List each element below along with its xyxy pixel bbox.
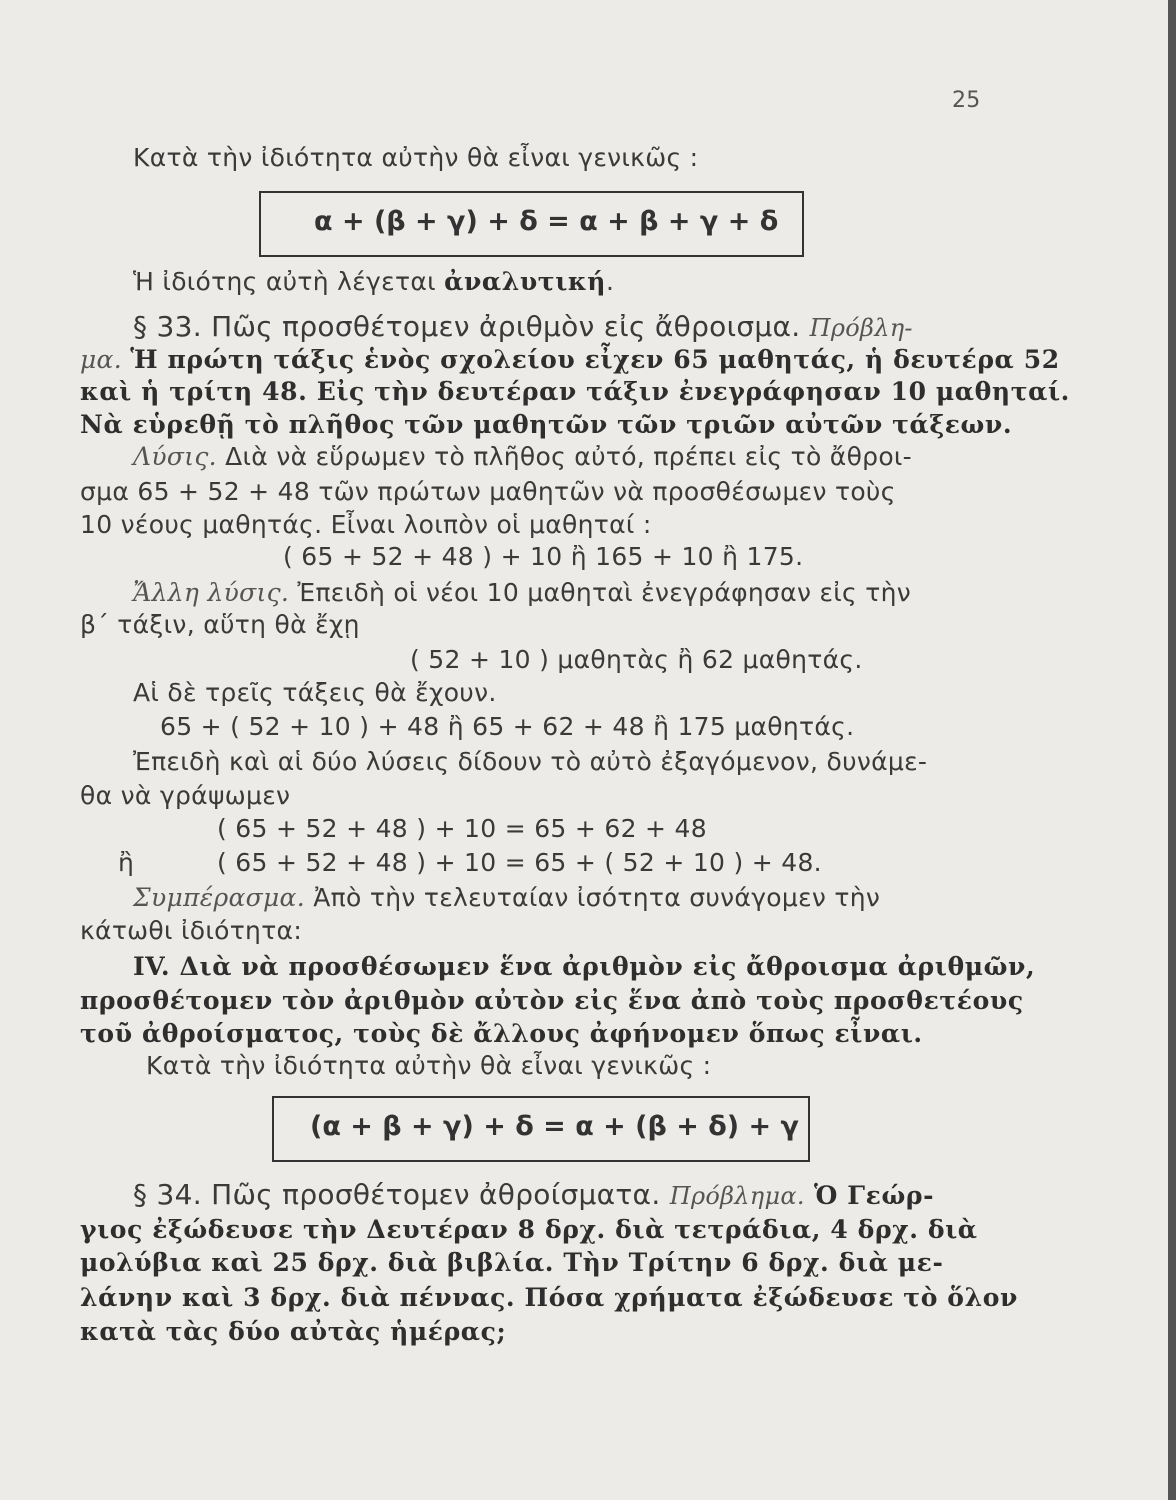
solution-line-1 — [133, 440, 912, 474]
property-suffix: . — [606, 267, 615, 296]
section-34-problem-text-1: Ὁ Γεώρ- — [814, 1181, 935, 1210]
alt-solution-line-2: β΄ τάξιν, αὕτη θὰ ἔχῃ — [80, 610, 360, 639]
property-name: ἀναλυτική — [444, 267, 607, 296]
equation-2: ( 52 + 10 ) μαθητὰς ἢ 62 μαθητάς. — [410, 645, 863, 674]
section-34-line-5: κατὰ τὰς δύο αὐτὰς ἡμέρας; — [80, 1317, 507, 1346]
section-33-heading-line — [133, 310, 913, 345]
rule-4-line-2: προσθέτομεν τὸν ἀριθμὸν αὐτὸν εἰς ἕνα ἀπὸ τοὺς προσθετέους — [80, 986, 1024, 1015]
section-33-heading: § 33. Πῶς προσθέτομεν ἀριθμὸν εἰς ἄθροισμα. — [133, 310, 801, 343]
rule-4-line-1: IV. Διὰ νὰ προσθέσωμεν ἕνα ἀριθμὸν εἰς ἄθροισμα ἀριθμῶν, — [133, 952, 1036, 981]
solution-label: Λύσις. — [133, 442, 217, 471]
formula-2: (α + β + γ) + δ = α + (β + δ) + γ — [310, 1111, 799, 1142]
section-34-heading-line — [133, 1178, 934, 1213]
section-34-line-3: μολύβια καὶ 25 δρχ. διὰ βιβλία. Τὴν Τρίτην 6 δρχ. διὰ με- — [80, 1248, 944, 1277]
problem-label-part-a: Πρόβλη- — [809, 314, 913, 342]
problem-text-1: Ἡ πρώτη τάξις ἑνὸς σχολείου εἶχεν 65 μαθητάς, ἡ δευτέρα 52 — [130, 345, 1060, 374]
page-edge-shadow — [1168, 0, 1176, 1500]
problem-label-part-b: μα. — [80, 345, 122, 374]
section-34-line-2: γιος ἐξώδευσε τὴν Δευτέραν 8 δρχ. διὰ τετράδια, 4 δρχ. διὰ — [80, 1215, 978, 1244]
alt-solution-text-1: Ἐπειδὴ οἱ νέοι 10 μαθηταὶ ἐνεγράφησαν εἰς τὴν — [297, 578, 912, 607]
problem-line-2: καὶ ἡ τρίτη 48. Εἰς τὴν δευτέραν τάξιν ἐνεγράφησαν 10 μαθηταί. — [80, 377, 1070, 406]
rule-4-line-3: τοῦ ἀθροίσματος, τοὺς δὲ ἄλλους ἀφήνομεν ὅπως εἶναι. — [80, 1019, 923, 1048]
conclusion-text-1: Ἀπὸ τὴν τελευταίαν ἰσότητα συνάγομεν τὴν — [313, 883, 881, 912]
equation-5-or: ἢ — [118, 848, 135, 877]
conclusion-line-2: κάτωθι ἰδιότητα: — [80, 916, 303, 945]
section-34-line-4: λάνην καὶ 3 δρχ. διὰ πέννας. Πόσα χρήματα ἐξώδευσε τὸ ὅλον — [80, 1283, 1018, 1312]
solution-line-3: 10 νέους μαθητάς. Εἶναι λοιπὸν οἱ μαθηταί : — [80, 510, 652, 539]
equation-3: 65 + ( 52 + 10 ) + 48 ἢ 65 + 62 + 48 ἢ 175 μαθητάς. — [160, 712, 855, 741]
property-line — [133, 265, 614, 299]
intro-line-2: Κατὰ τὴν ἰδιότητα αὐτὴν θὰ εἶναι γενικῶς : — [146, 1051, 712, 1080]
equation-4: ( 65 + 52 + 48 ) + 10 = 65 + 62 + 48 — [217, 814, 707, 843]
alt-solution-line-3: Αἱ δὲ τρεῖς τάξεις θὰ ἔχουν. — [133, 678, 497, 707]
page-number: 25 — [952, 88, 981, 113]
intro-line-1: Κατὰ τὴν ἰδιότητα αὐτὴν θὰ εἶναι γενικῶς : — [133, 143, 699, 172]
problem-line-1 — [80, 343, 1060, 377]
property-prefix: Ἡ ἰδιότης αὐτὴ λέγεται — [133, 267, 436, 296]
equation-5: ( 65 + 52 + 48 ) + 10 = 65 + ( 52 + 10 ) + 48. — [217, 848, 822, 877]
section-34-problem-label: Πρόβλημα. — [669, 1182, 805, 1210]
equation-1: ( 65 + 52 + 48 ) + 10 ἢ 165 + 10 ἢ 175. — [283, 542, 804, 571]
formula-1: α + (β + γ) + δ = α + β + γ + δ — [314, 206, 779, 237]
alt-solution-label: Ἄλλη λύσις. — [133, 578, 290, 607]
since-line-1: Ἐπειδὴ καὶ αἱ δύο λύσεις δίδουν τὸ αὐτὸ ἐξαγόμενον, δυνάμε- — [133, 747, 928, 776]
since-line-2: θα νὰ γράψωμεν — [80, 781, 291, 810]
solution-line-2: σμα 65 + 52 + 48 τῶν πρώτων μαθητῶν νὰ προσθέσωμεν τοὺς — [80, 477, 896, 506]
conclusion-line-1 — [133, 881, 880, 915]
problem-line-3: Νὰ εὑρεθῇ τὸ πλῆθος τῶν μαθητῶν τῶν τριῶν αὐτῶν τάξεων. — [80, 410, 1013, 439]
section-34-heading: § 34. Πῶς προσθέτομεν ἀθροίσματα. — [133, 1178, 661, 1211]
conclusion-label: Συμπέρασμα. — [133, 883, 305, 912]
solution-text-1: Διὰ νὰ εὕρωμεν τὸ πλῆθος αὐτό, πρέπει εἰς τὸ ἄθροι- — [225, 442, 913, 471]
alt-solution-line-1 — [133, 576, 911, 610]
